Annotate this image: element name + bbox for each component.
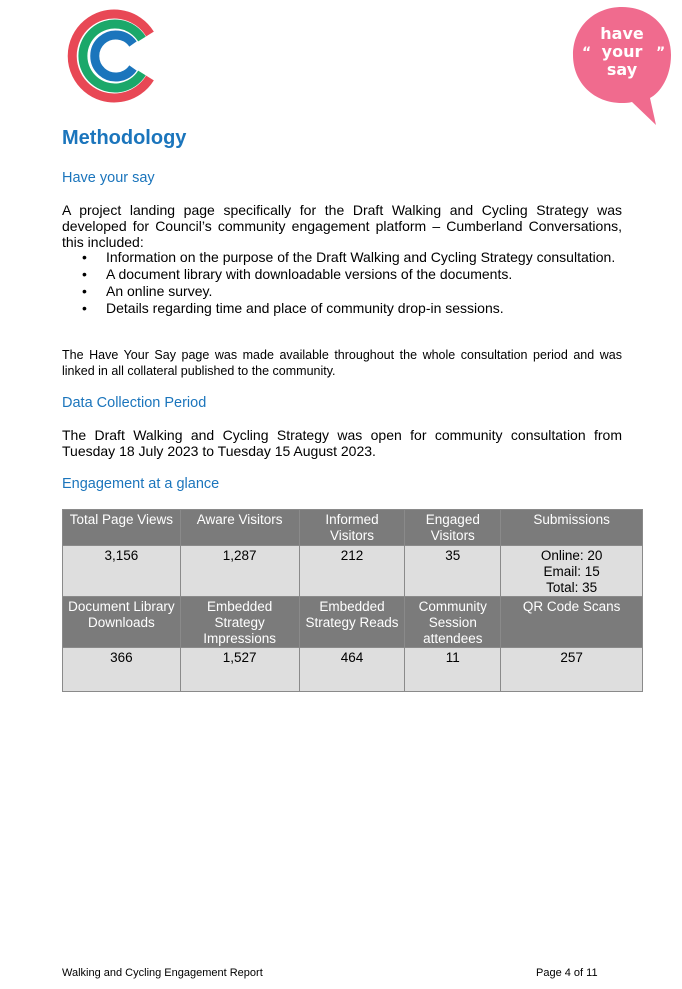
table-cell: 3,156 <box>63 546 181 597</box>
svg-text:“: “ <box>582 45 592 61</box>
badge-line-1: have <box>600 24 644 43</box>
table-header-cell: Embedded Strategy Impressions <box>180 597 299 648</box>
table-row <box>63 597 643 648</box>
list-item: • Details regarding time and place of community drop-in sessions. <box>62 300 622 316</box>
footer-page-number: Page 4 of 11 <box>536 967 598 979</box>
section-title-engagement: Engagement at a glance <box>62 476 220 492</box>
table-header-cell: Submissions <box>501 510 643 546</box>
have-your-say-badge <box>570 5 674 127</box>
table-header-cell: Embedded Strategy Reads <box>299 597 405 648</box>
table-cell: 35 <box>405 546 501 597</box>
badge-text <box>570 25 674 79</box>
table-cell: 366 <box>63 648 181 692</box>
table-cell: 1,287 <box>180 546 299 597</box>
table-header-cell: Community Session attendees <box>405 597 501 648</box>
submissions-online: Online: 20 <box>540 548 603 563</box>
badge-line-3: say <box>606 60 638 79</box>
list-item: • An online survey. <box>62 283 622 299</box>
table-header-cell: Informed Visitors <box>299 510 405 546</box>
section-title-have-your-say: Have your say <box>62 170 155 186</box>
list-item: • A document library with downloadable versions of the documents. <box>62 266 622 282</box>
table-header-cell: Document Library Downloads <box>63 597 181 648</box>
council-logo <box>66 6 160 106</box>
badge-line-2: your <box>601 42 643 61</box>
table-row <box>63 510 643 546</box>
table-header-cell: QR Code Scans <box>501 597 643 648</box>
list-item: • Information on the purpose of the Draft Walking and Cycling Strategy consultation. <box>62 249 622 265</box>
table-cell: 257 <box>501 648 643 692</box>
have-your-say-bullets <box>62 249 622 317</box>
have-your-say-intro: A project landing page specifically for the Draft Walking and Cycling Strategy was developed for Council’s community engagement platform – Cumberland Conversations, this included: <box>62 202 622 250</box>
table-header-cell: Engaged Visitors <box>405 510 501 546</box>
submissions-total: Total: 35 <box>546 580 598 595</box>
have-your-say-note: The Have Your Say page was made available throughout the whole consultation period and was linked in all collateral published to the community. <box>62 348 622 378</box>
engagement-table <box>62 509 643 692</box>
table-cell: 11 <box>405 648 501 692</box>
submissions-email: Email: 15 <box>543 564 600 579</box>
table-cell: 1,527 <box>180 648 299 692</box>
section-title-data-collection: Data Collection Period <box>62 395 207 411</box>
table-header-cell: Total Page Views <box>63 510 181 546</box>
table-cell: 464 <box>299 648 405 692</box>
table-cell: 212 <box>299 546 405 597</box>
logo-inner-arc <box>95 35 133 77</box>
table-row <box>63 648 643 692</box>
page-heading: Methodology <box>62 127 187 149</box>
table-row <box>63 546 643 597</box>
svg-text:”: ” <box>656 45 666 61</box>
table-cell-submissions <box>501 546 643 597</box>
table-header-cell: Aware Visitors <box>180 510 299 546</box>
data-collection-text: The Draft Walking and Cycling Strategy was open for community consultation from Tuesday 18 July 2023 to Tuesday 15 August 2023. <box>62 427 622 459</box>
footer-report-title: Walking and Cycling Engagement Report <box>62 967 263 979</box>
